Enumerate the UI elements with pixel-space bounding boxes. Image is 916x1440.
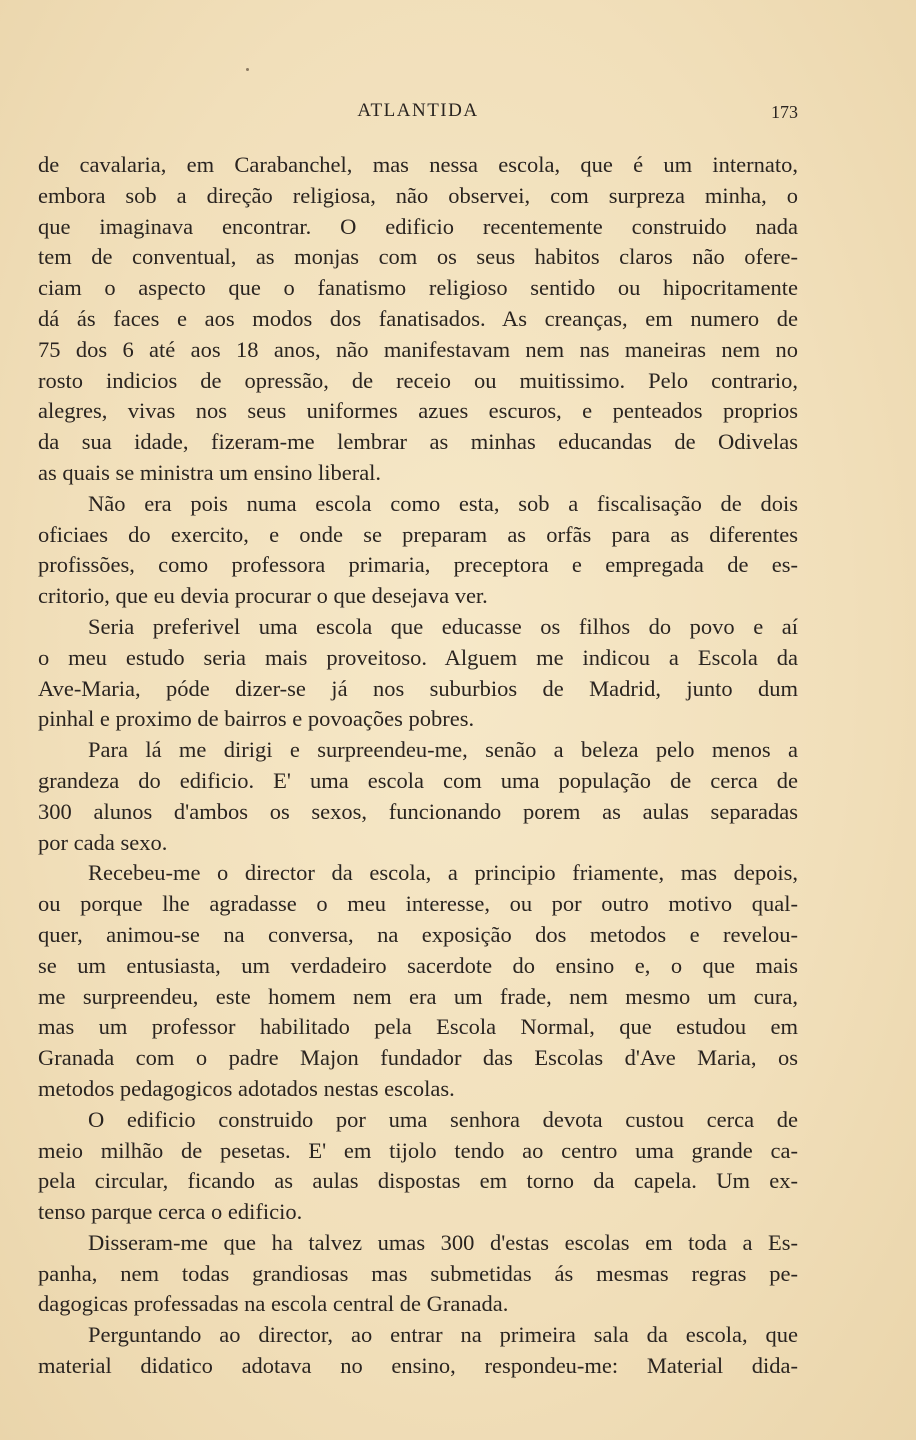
text-line: se um entusiasta, um verdadeiro sacerdote do ensino e, o que mais	[38, 952, 798, 978]
text-line: que imaginava encontrar. O edificio recentemente construido nada	[38, 213, 798, 239]
text-line: 75 dos 6 até aos 18 anos, não manifestavam nem nas maneiras nem no	[38, 336, 798, 362]
text-line: tenso parque cerca o edificio.	[38, 1199, 303, 1225]
text-line: Perguntando ao director, ao entrar na primeira sala da escola, que	[88, 1322, 798, 1348]
text-line: dagogicas professadas na escola central de Granada.	[38, 1291, 509, 1317]
text-line: mas um professor habilitado pela Escola Normal, que estudou em	[38, 1014, 798, 1040]
text-line: metodos pedagogicos adotados nestas escolas.	[38, 1075, 455, 1101]
text-line: meio milhão de pesetas. E' em tijolo tendo ao centro uma grande ca-	[38, 1137, 798, 1163]
text-line: O edificio construido por uma senhora devota custou cerca de	[88, 1106, 798, 1132]
page-number: 173	[771, 102, 798, 122]
text-line: rosto indicios de opressão, de receio ou muitissimo. Pelo contrario,	[38, 367, 798, 393]
text-line: Não era pois numa escola como esta, sob a fiscalisação de dois	[88, 490, 798, 516]
text-line: ou porque lhe agradasse o meu interesse, ou por outro motivo qual-	[38, 891, 798, 917]
text-line: Seria preferivel uma escola que educasse os filhos do povo e aí	[88, 613, 798, 639]
text-line: Disseram-me que ha talvez umas 300 d'estas escolas em toda a Es-	[88, 1229, 798, 1255]
text-line: grandeza do edificio. E' uma escola com uma população de cerca de	[38, 767, 798, 793]
text-line: Recebeu-me o director da escola, a principio friamente, mas depois,	[88, 860, 798, 886]
body-text	[38, 150, 798, 1382]
text-line: as quais se ministra um ensino liberal.	[38, 459, 382, 485]
text-line: Granada com o padre Majon fundador das Escolas d'Ave Maria, os	[38, 1045, 798, 1071]
text-line: tem de conventual, as monjas com os seus habitos claros não ofere-	[38, 244, 798, 270]
text-line: profissões, como professora primaria, preceptora e empregada de es-	[38, 552, 798, 578]
text-line: Ave-Maria, póde dizer-se já nos suburbios de Madrid, junto dum	[38, 675, 798, 701]
text-line: embora sob a direção religiosa, não observei, com surpreza minha, o	[38, 182, 798, 208]
text-line: ciam o aspecto que o fanatismo religioso sentido ou hipocritamente	[38, 275, 798, 301]
text-line: 300 alunos d'ambos os sexos, funcionando porem as aulas separadas	[38, 798, 798, 824]
text-line: alegres, vivas nos seus uniformes azues escuros, e penteados proprios	[38, 398, 798, 424]
text-line: de cavalaria, em Carabanchel, mas nessa escola, que é um internato,	[38, 152, 798, 177]
text-line: o meu estudo seria mais proveitoso. Alguem me indicou a Escola da	[38, 644, 798, 670]
text-line: pinhal e proximo de bairros e povoações pobres.	[38, 706, 475, 732]
running-title: ATLANTIDA	[357, 100, 479, 121]
text-line: por cada sexo.	[38, 829, 168, 855]
text-line: material didatico adotava no ensino, respondeu-me: Material dida-	[38, 1353, 798, 1379]
text-line: da sua idade, fizeram-me lembrar as minhas educandas de Odivelas	[38, 429, 798, 455]
text-line: oficiaes do exercito, e onde se preparam as orfãs para as diferentes	[38, 521, 798, 547]
text-line: Para lá me dirigi e surpreendeu-me, senão a beleza pelo menos a	[88, 737, 798, 763]
text-line: critorio, que eu devia procurar o que desejava ver.	[38, 583, 488, 609]
text-line: dá ás faces e aos modos dos fanatisados. As creanças, em numero de	[38, 305, 798, 331]
text-line: quer, animou-se na conversa, na exposição dos metodos e revelou-	[38, 921, 798, 947]
text-line: me surpreendeu, este homem nem era um frade, nem mesmo um cura,	[38, 983, 798, 1009]
text-line: pela circular, ficando as aulas dispostas em torno da capela. Um ex-	[38, 1168, 798, 1194]
text-line: panha, nem todas grandiosas mas submetidas ás mesmas regras pe-	[38, 1260, 798, 1286]
ink-speck	[246, 68, 249, 71]
page-header	[38, 100, 798, 130]
